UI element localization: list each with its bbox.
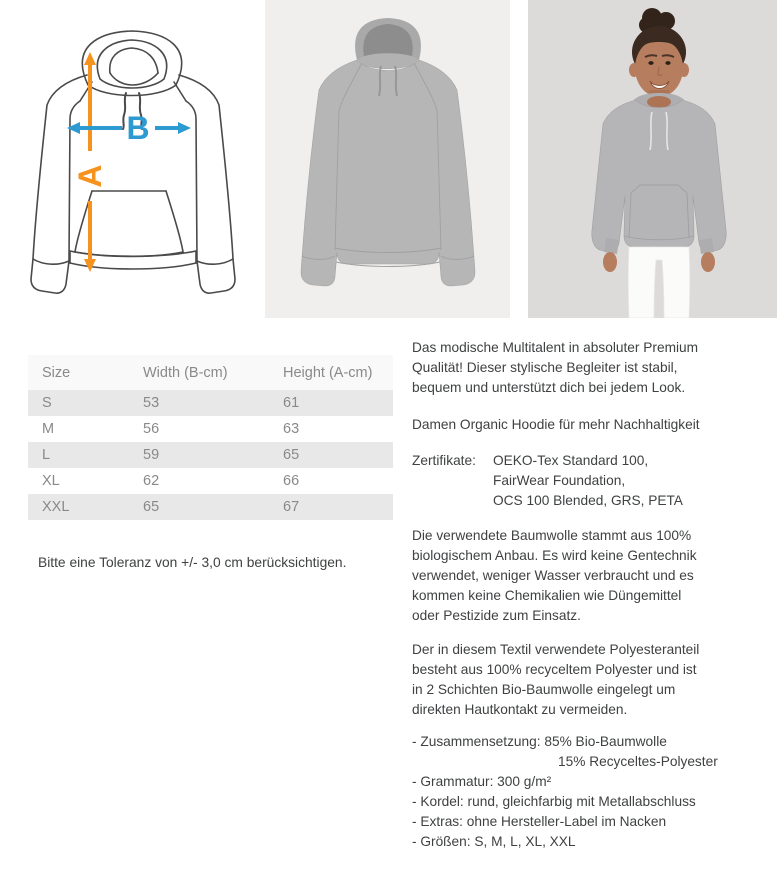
spec-item: - Zusammensetzung: 85% Bio-Baumwolle xyxy=(412,734,667,749)
table-row xyxy=(28,494,393,520)
size-cell: L xyxy=(42,447,51,463)
certificate-item: OCS 100 Blended, GRS, PETA xyxy=(493,493,683,508)
height-cell: 66 xyxy=(283,473,300,489)
size-cell: XXL xyxy=(42,499,70,515)
height-cell: 63 xyxy=(283,421,300,437)
spec-item: - Grammatur: 300 g/m² xyxy=(412,774,552,789)
size-cell: XL xyxy=(42,473,60,489)
hoodie-measurement-illustration xyxy=(8,10,258,312)
table-row xyxy=(28,416,393,442)
product-photo-model[interactable] xyxy=(528,0,777,318)
flat-hoodie-photo-illustration xyxy=(265,0,510,318)
cotton-paragraph: Die verwendete Baumwolle stammt aus 100% biologischem Anbau. Es wird keine Gentechnik verwendet, weniger Wasser verbraucht und es kommen keine Chemikalien wie Düngemittel oder Pestizide zum Einsatz. xyxy=(412,528,697,623)
size-cell: M xyxy=(42,421,55,437)
intro-paragraph: Das modische Multitalent in absoluter Premium Qualität! Dieser stylische Begleiter ist stabil, bequem und unterstützt dich bei jedem Look. xyxy=(412,340,699,395)
spec-list xyxy=(412,732,777,852)
product-photo-flat[interactable] xyxy=(265,0,510,318)
width-cell: 53 xyxy=(143,395,160,411)
size-diagram xyxy=(8,10,258,312)
polyester-paragraph: Der in diesem Textil verwendete Polyesteranteil besteht aus 100% recyceltem Polyester und ist in 2 Schichten Bio-Baumwolle eingelegt um direkten Hautkontakt zu vermeiden. xyxy=(412,642,700,717)
width-cell: 59 xyxy=(143,447,160,463)
sustainability-line: Damen Organic Hoodie für mehr Nachhaltigkeit xyxy=(412,417,700,432)
spec-item: 15% Recyceltes-Polyester xyxy=(558,754,718,769)
label-a: A xyxy=(72,164,108,188)
table-row xyxy=(28,468,393,494)
col-header-size: Size xyxy=(42,364,71,381)
measure-arrow-b xyxy=(67,110,191,146)
size-cell: S xyxy=(42,395,52,411)
size-table xyxy=(28,355,393,520)
certificates-block xyxy=(412,451,777,511)
label-b: B xyxy=(126,110,150,146)
height-cell: 61 xyxy=(283,395,300,411)
width-cell: 56 xyxy=(143,421,160,437)
certificates-label: Zertifikate: xyxy=(412,453,476,468)
col-header-height: Height (A-cm) xyxy=(283,364,373,381)
height-cell: 67 xyxy=(283,499,300,515)
width-cell: 62 xyxy=(143,473,160,489)
spec-item: - Größen: S, M, L, XL, XXL xyxy=(412,834,576,849)
size-table-header-row xyxy=(28,355,393,390)
table-row xyxy=(28,442,393,468)
product-description xyxy=(412,338,777,852)
col-header-width: Width (B-cm) xyxy=(143,364,228,381)
model-photo-illustration xyxy=(528,0,777,318)
width-cell: 65 xyxy=(143,499,160,515)
spec-item: - Kordel: rund, gleichfarbig mit Metallabschluss xyxy=(412,794,696,809)
spec-item: - Extras: ohne Hersteller-Label im Nacken xyxy=(412,814,667,829)
certificate-item: OEKO-Tex Standard 100, xyxy=(493,453,649,468)
table-row xyxy=(28,390,393,416)
certificate-item: FairWear Foundation, xyxy=(493,473,626,488)
tolerance-note: Bitte eine Toleranz von +/- 3,0 cm berücksichtigen. xyxy=(38,555,347,570)
height-cell: 65 xyxy=(283,447,300,463)
